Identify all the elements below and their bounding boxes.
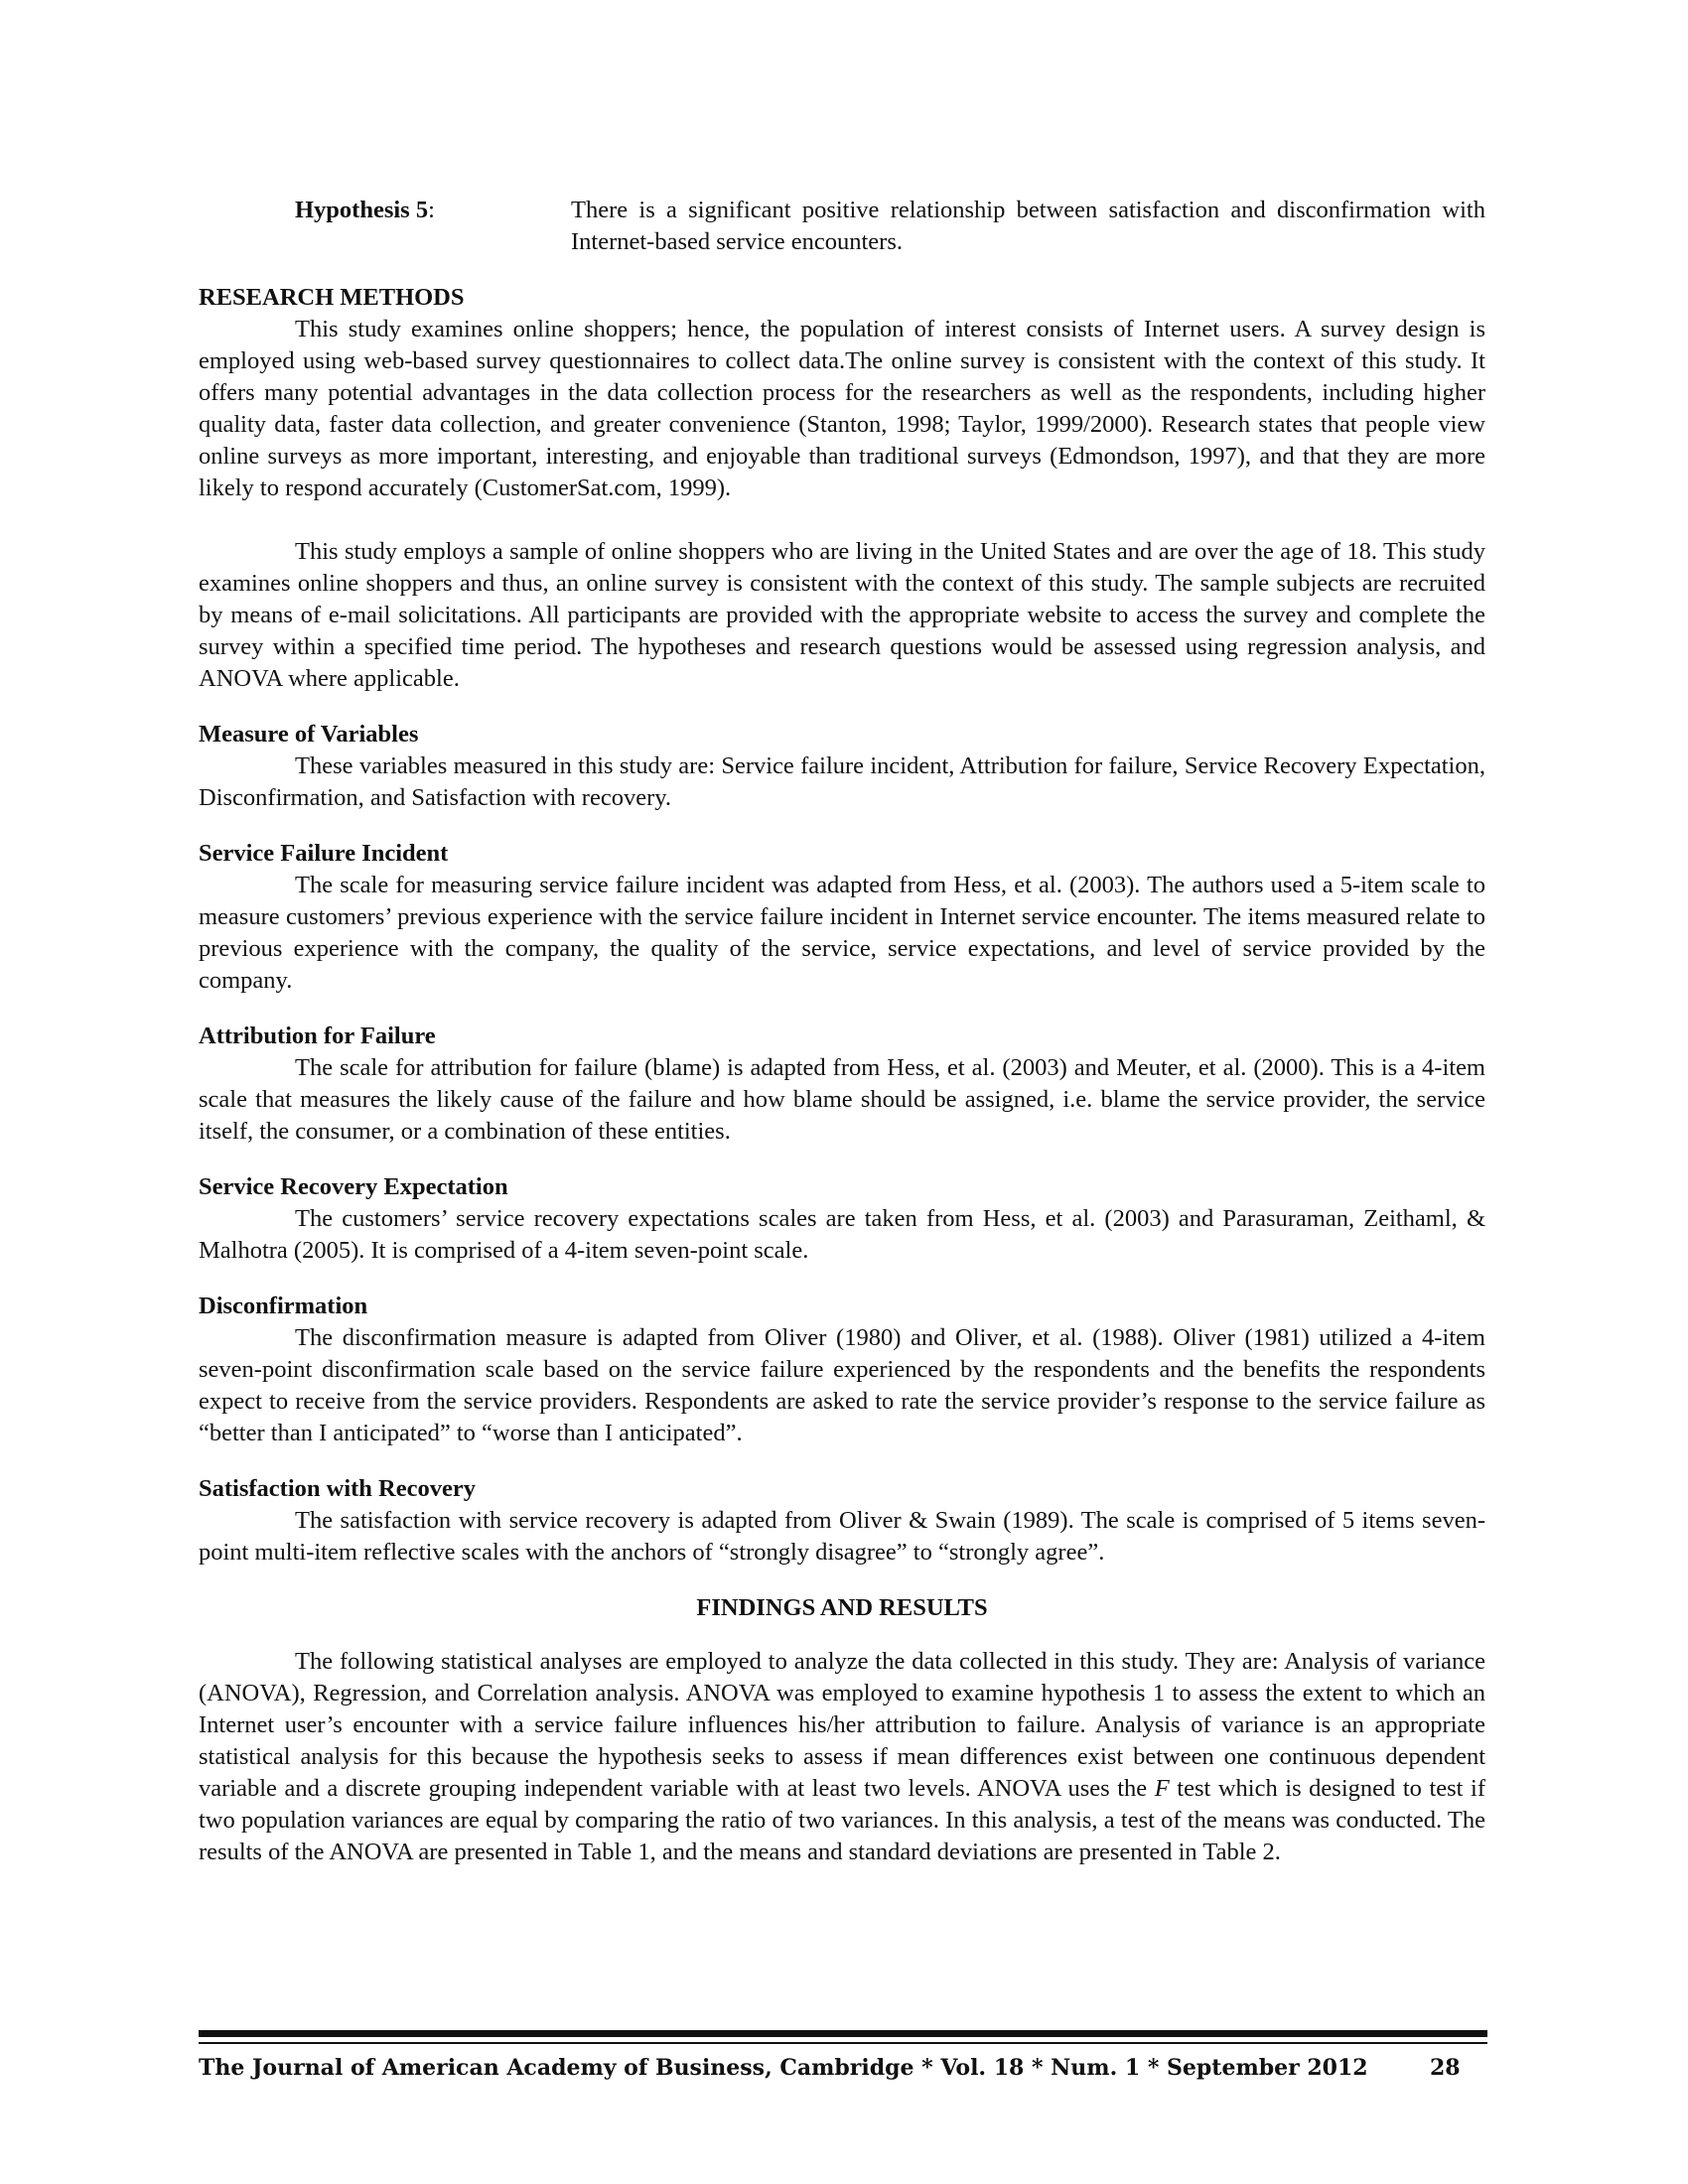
footer-rule-thick [199,2030,1487,2037]
footer-rule-thin [199,2042,1487,2044]
heading-disconfirmation: Disconfirmation [199,1293,368,1319]
paragraph-measure-of-variables: These variables measured in this study are: Service failure incident, Attribution for failure, Service Recovery Expectation, Disconfirmation, and Satisfaction with recovery. [199,752,1485,811]
paragraph-service-recovery-expectation: The customers’ service recovery expectations scales are taken from Hess, et al. (2003) and Parasuraman, Zeithaml, & Malhotra (2005). It is comprised of a 4-item seven-point scale. [199,1205,1485,1264]
paragraph-research-methods-2: This study employs a sample of online shoppers who are living in the United States and are over the age of 18. This study examines online shoppers and thus, an online survey is consistent with the context of this study. The sample subjects are recruited by means of e-mail solicitations. All participants are provided with the appropriate website to access the survey and complete the survey within a specified time period. The hypotheses and research questions would be assessed using regression analysis, and ANOVA where applicable. [199,538,1485,692]
body-text [199,195,1485,1868]
paragraph-satisfaction-with-recovery: The satisfaction with service recovery is adapted from Oliver & Swain (1989). The scale is comprised of 5 items seven-point multi-item reflective scales with the anchors of “strongly disagree” to “strongly agree”. [199,1507,1485,1566]
hypothesis-label-separator: : [428,197,435,223]
heading-findings-and-results: FINDINGS AND RESULTS [696,1594,988,1621]
paragraph-service-failure-incident: The scale for measuring service failure incident was adapted from Hess, et al. (2003). The authors used a 5-item scale to measure customers’ previous experience with the service failure incident in Internet service encounter. The items measured relate to previous experience with the company, the quality of the service, service expectations, and level of service provided by the company. [199,872,1485,994]
paragraph-attribution-for-failure: The scale for attribution for failure (blame) is adapted from Hess, et al. (2003) and Meuter, et al. (2000). This is a 4-item scale that measures the likely cause of the failure and how blame should be assigned, i.e. blame the service provider, the service itself, the consumer, or a combination of these entities. [199,1054,1485,1145]
findings-text-part-2: test which is designed to test if two population variances are equal by comparing the ratio of two variances. In this analysis, a test of the means was conducted. The results of the ANOVA are presented in Table 1, and the means and standard deviations are presented in Table 2. [199,1775,1486,1865]
heading-attribution-for-failure: Attribution for Failure [199,1023,436,1049]
paragraph-findings [199,1646,1485,1868]
hypothesis-label-group [295,195,435,226]
hypothesis-text: There is a significant positive relationship between satisfaction and disconfirmation with Internet-based service encounters. [571,197,1485,255]
heading-service-recovery-expectation: Service Recovery Expectation [199,1173,508,1200]
journal-citation: The Journal of American Academy of Business, Cambridge * Vol. 18 * Num. 1 * September 2012 [199,2055,1368,2081]
hypothesis-label: Hypothesis 5 [295,197,429,223]
page-number: 28 [1430,2055,1461,2081]
heading-satisfaction-with-recovery: Satisfaction with Recovery [199,1475,476,1502]
f-test-symbol: F [1154,1775,1170,1802]
page-footer [199,2055,1487,2095]
paragraph-research-methods-1: This study examines online shoppers; hence, the population of interest consists of Internet users. A survey design is employed using web-based survey questionnaires to collect data.The online survey is consistent with the context of this study. It offers many potential advantages in the data collection process for the researchers as well as the respondents, including higher quality data, faster data collection, and greater convenience (Stanton, 1998; Taylor, 1999/2000). Research states that people view online surveys as more important, interesting, and enjoyable than traditional surveys (Edmondson, 1997), and that they are more likely to respond accurately (CustomerSat.com, 1999). [199,316,1485,501]
heading-research-methods: RESEARCH METHODS [199,284,465,311]
heading-service-failure-incident: Service Failure Incident [199,840,449,867]
paragraph-disconfirmation: The disconfirmation measure is adapted from Oliver (1980) and Oliver, et al. (1988). Oliver (1981) utilized a 4-item seven-point disconfirmation scale based on the service failure experienced by the respondents and the benefits the respondents expect to receive from the service providers. Respondents are asked to rate the service provider’s response to the service failure as “better than I anticipated” to “worse than I anticipated”. [199,1324,1485,1446]
heading-measure-of-variables: Measure of Variables [199,721,419,748]
hypothesis-5 [295,195,1485,258]
findings-text-part-1: The following statistical analyses are employed to analyze the data collected in this study. They are: Analysis of variance (ANOVA), Regression, and Correlation analysis. ANOVA was employed to examine hypothesis 1 to assess the extent to which an Internet user’s encounter with a service failure influences his/her attribution to failure. Analysis of variance is an appropriate statistical analysis for this because the hypothesis seeks to assess if mean differences exist between one continuous dependent variable and a discrete grouping independent variable with at least two levels. ANOVA uses the [199,1648,1485,1802]
